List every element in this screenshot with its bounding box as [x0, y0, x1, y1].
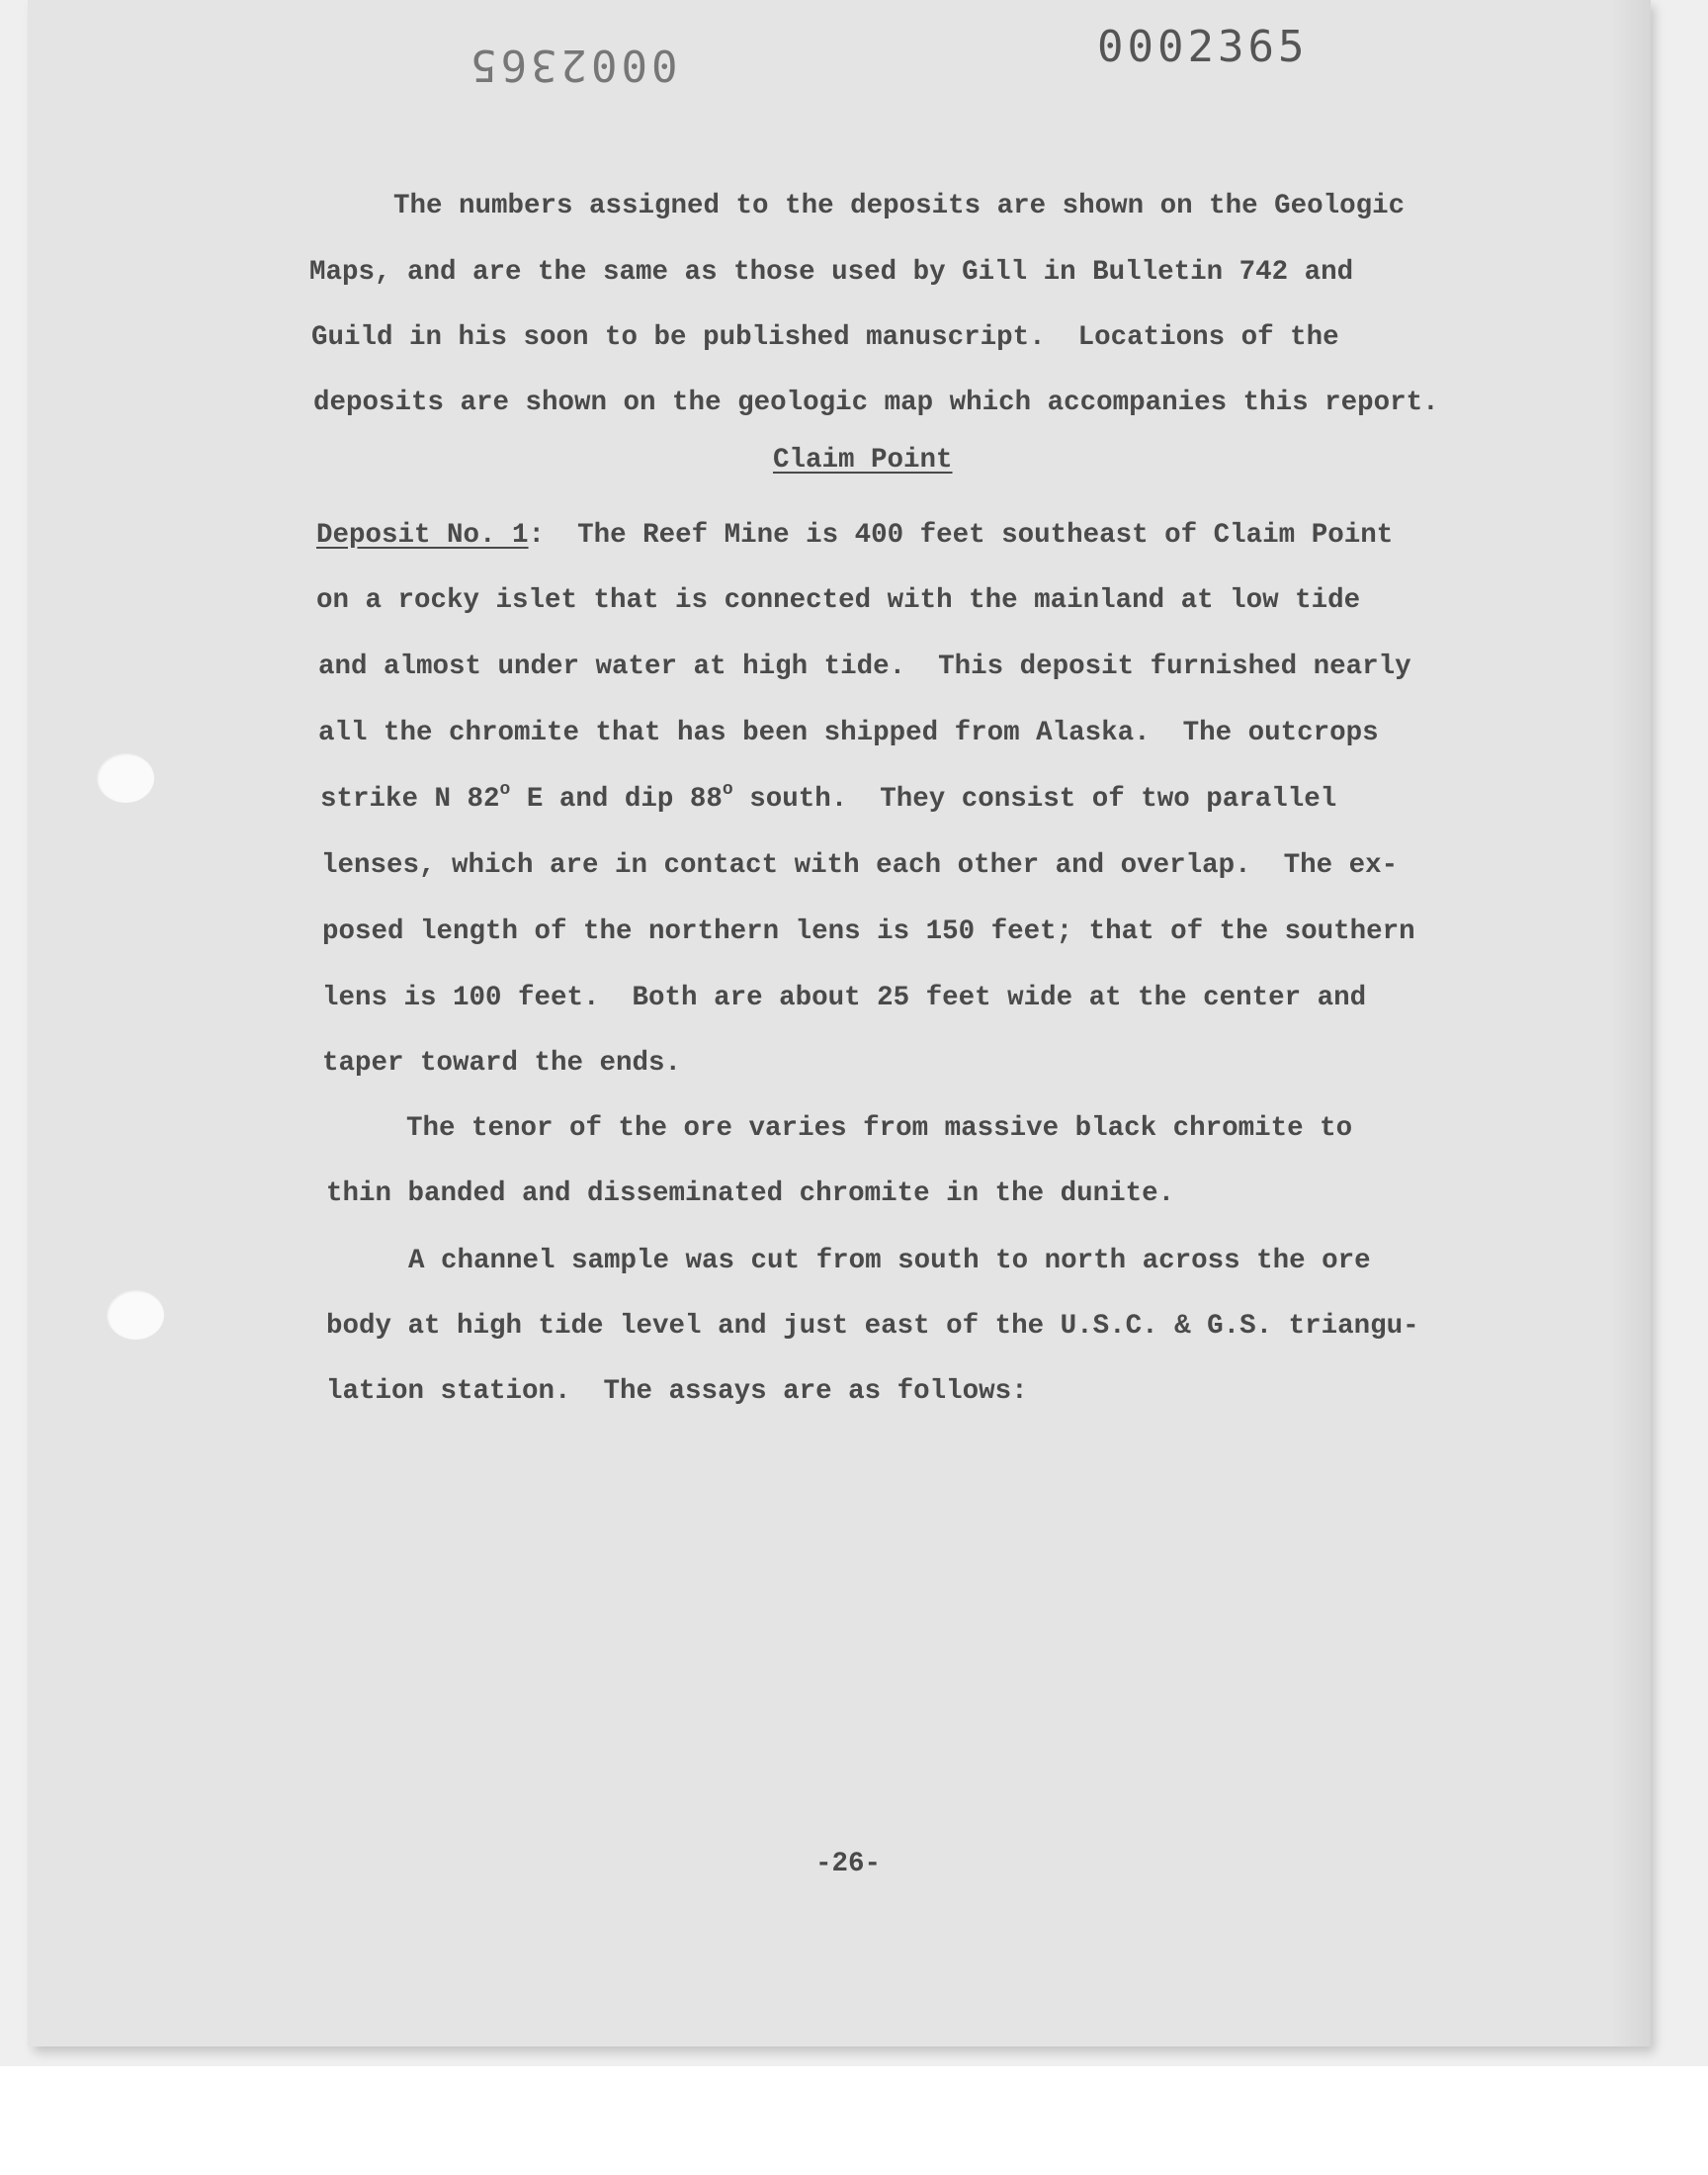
- punch-hole-bottom: [107, 1290, 164, 1340]
- strike-mid: E and dip 88: [510, 784, 723, 815]
- sample-line-2: body at high tide level and just east of the U.S.C. & G.S. triangu-: [326, 1311, 1419, 1342]
- deposit-line-3: and almost under water at high tide. This deposit furnished nearly: [318, 652, 1411, 682]
- sample-line-3: lation station. The assays are as follows:: [326, 1376, 1028, 1407]
- section-heading: Claim Point: [773, 445, 953, 476]
- deposit-line-4: all the chromite that has been shipped from Alaska. The outcrops: [318, 718, 1379, 748]
- intro-line-3: Guild in his soon to be published manuscript. Locations of the: [311, 322, 1339, 353]
- punch-hole-top: [97, 753, 154, 803]
- degree-mark-2: o: [722, 780, 733, 800]
- tenor-line-2: thin banded and disseminated chromite in the dunite.: [326, 1178, 1175, 1209]
- deposit-line-7: posed length of the northern lens is 150 feet; that of the southern: [322, 916, 1415, 947]
- deposit-line-6: lenses, which are in contact with each other and overlap. The ex-: [321, 850, 1399, 881]
- deposit-label: Deposit No. 1: [316, 520, 529, 551]
- page-number: -26-: [815, 1849, 882, 1879]
- stamp-mirrored: 0002365: [467, 40, 678, 90]
- deposit-line-9: taper toward the ends.: [322, 1048, 682, 1079]
- intro-line-1: The numbers assigned to the deposits are shown on the Geologic: [393, 191, 1406, 221]
- sample-line-1: A channel sample was cut from south to north across the ore: [408, 1246, 1371, 1276]
- degree-mark-1: o: [499, 780, 511, 800]
- strike-suffix: south. They consist of two parallel: [732, 784, 1337, 815]
- deposit-label-colon: :: [528, 520, 546, 551]
- deposit-line-1-text: The Reef Mine is 400 feet southeast of Claim Point: [545, 520, 1394, 551]
- deposit-line-1: [316, 522, 1443, 550]
- intro-line-2: Maps, and are the same as those used by Gill in Bulletin 742 and: [309, 257, 1354, 288]
- paper-sheet: [28, 0, 1649, 2046]
- paper-edge-shadow: [1611, 0, 1651, 2046]
- deposit-line-8: lens is 100 feet. Both are about 25 feet wide at the center and: [322, 983, 1367, 1013]
- intro-line-4: deposits are shown on the geologic map which accompanies this report.: [313, 388, 1439, 418]
- deposit-line-2: on a rocky islet that is connected with the mainland at low tide: [316, 585, 1361, 616]
- tenor-line-1: The tenor of the ore varies from massive black chromite to: [406, 1113, 1353, 1144]
- stamp-document-number: 0002365: [1097, 22, 1309, 72]
- deposit-strike-line: [320, 780, 1447, 815]
- strike-prefix: strike N 82: [320, 784, 500, 815]
